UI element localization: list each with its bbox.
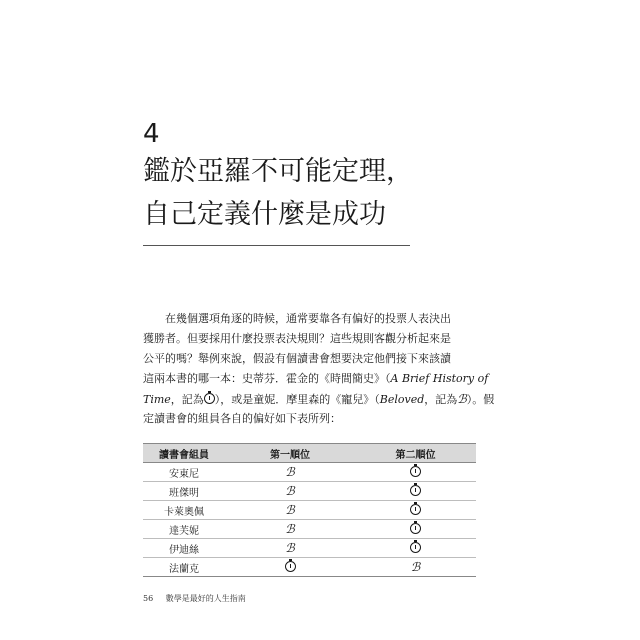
beloved-symbol: ℬ (285, 541, 295, 555)
body-paragraph (143, 309, 495, 429)
member-name: 卡萊奧佩 (143, 501, 225, 520)
table-row (143, 501, 476, 520)
beloved-symbol: ℬ (285, 522, 295, 536)
first-choice-cell (225, 501, 355, 520)
table-header-row (143, 444, 476, 463)
chapter-number: 4 (143, 119, 160, 149)
stopwatch-icon (410, 466, 421, 477)
paragraph-text: ，記為 (424, 393, 458, 406)
stopwatch-icon (410, 523, 421, 534)
chapter-title-line-1: 鑑於亞羅不可能定理， (143, 156, 413, 187)
page-number: 56 (143, 594, 154, 603)
member-name: 法蘭克 (143, 558, 225, 577)
first-choice-cell (225, 520, 355, 539)
paragraph-line: 公平的嗎？舉例來說，假設有個讀書會想要決定他們接下來該讀 (143, 352, 451, 365)
stopwatch-icon (204, 393, 215, 404)
header-first-choice: 第一順位 (225, 444, 355, 463)
header-member: 讀書會組員 (143, 444, 225, 463)
stopwatch-icon (410, 542, 421, 553)
stopwatch-icon (410, 485, 421, 496)
beloved-symbol: ℬ (410, 560, 421, 574)
header-second-choice: 第二順位 (355, 444, 476, 463)
beloved-symbol: ℬ (285, 484, 295, 498)
paragraph-line (143, 389, 495, 409)
paragraph-line: 獲勝者。但要採用什麼投票表決規則？這些規則客觀分析起來是 (143, 332, 451, 345)
first-choice-cell (225, 482, 355, 501)
member-name: 安東尼 (143, 463, 225, 482)
member-name: 達芙妮 (143, 520, 225, 539)
table-row (143, 463, 476, 482)
table-row (143, 520, 476, 539)
paragraph-line: 在幾個選項角逐的時候，通常要靠各有偏好的投票人表決出 (165, 312, 451, 325)
beloved-symbol: ℬ (457, 392, 467, 406)
paragraph-line (143, 369, 489, 389)
book-title-italic: Beloved (379, 393, 425, 406)
first-choice-cell (225, 558, 355, 577)
second-choice-cell (355, 501, 476, 520)
beloved-symbol: ℬ (285, 503, 295, 517)
second-choice-cell (355, 463, 476, 482)
book-title-italic: Time (143, 393, 171, 406)
preference-table (143, 443, 476, 577)
paragraph-text: ），或是童妮．摩里森的《寵兒》（ (214, 393, 380, 406)
first-choice-cell (225, 539, 355, 558)
beloved-symbol: ℬ (285, 465, 295, 479)
second-choice-cell (355, 558, 476, 577)
first-choice-cell (225, 463, 355, 482)
member-name: 伊迪絲 (143, 539, 225, 558)
second-choice-cell (355, 482, 476, 501)
title-divider (143, 245, 410, 246)
stopwatch-icon (410, 504, 421, 515)
second-choice-cell (355, 520, 476, 539)
chapter-title-line-2: 自己定義什麼是成功 (143, 199, 386, 230)
stopwatch-icon (285, 561, 296, 572)
running-title: 數學是最好的人生指南 (165, 594, 246, 603)
page-footer (143, 593, 246, 605)
second-choice-cell (355, 539, 476, 558)
paragraph-text: 這兩本書的哪一本：史蒂芬．霍金的《時間簡史》（ (143, 372, 391, 385)
table-row (143, 539, 476, 558)
member-name: 班傑明 (143, 482, 225, 501)
paragraph-text: ，記為 (170, 393, 204, 406)
book-title-italic: A Brief History of (390, 372, 489, 385)
table-body (143, 463, 476, 577)
table-row (143, 482, 476, 501)
paragraph-line: 定讀書會的組員各自的偏好如下表所列： (143, 412, 341, 425)
paragraph-text: ）。假 (466, 393, 495, 406)
table-row (143, 558, 476, 577)
